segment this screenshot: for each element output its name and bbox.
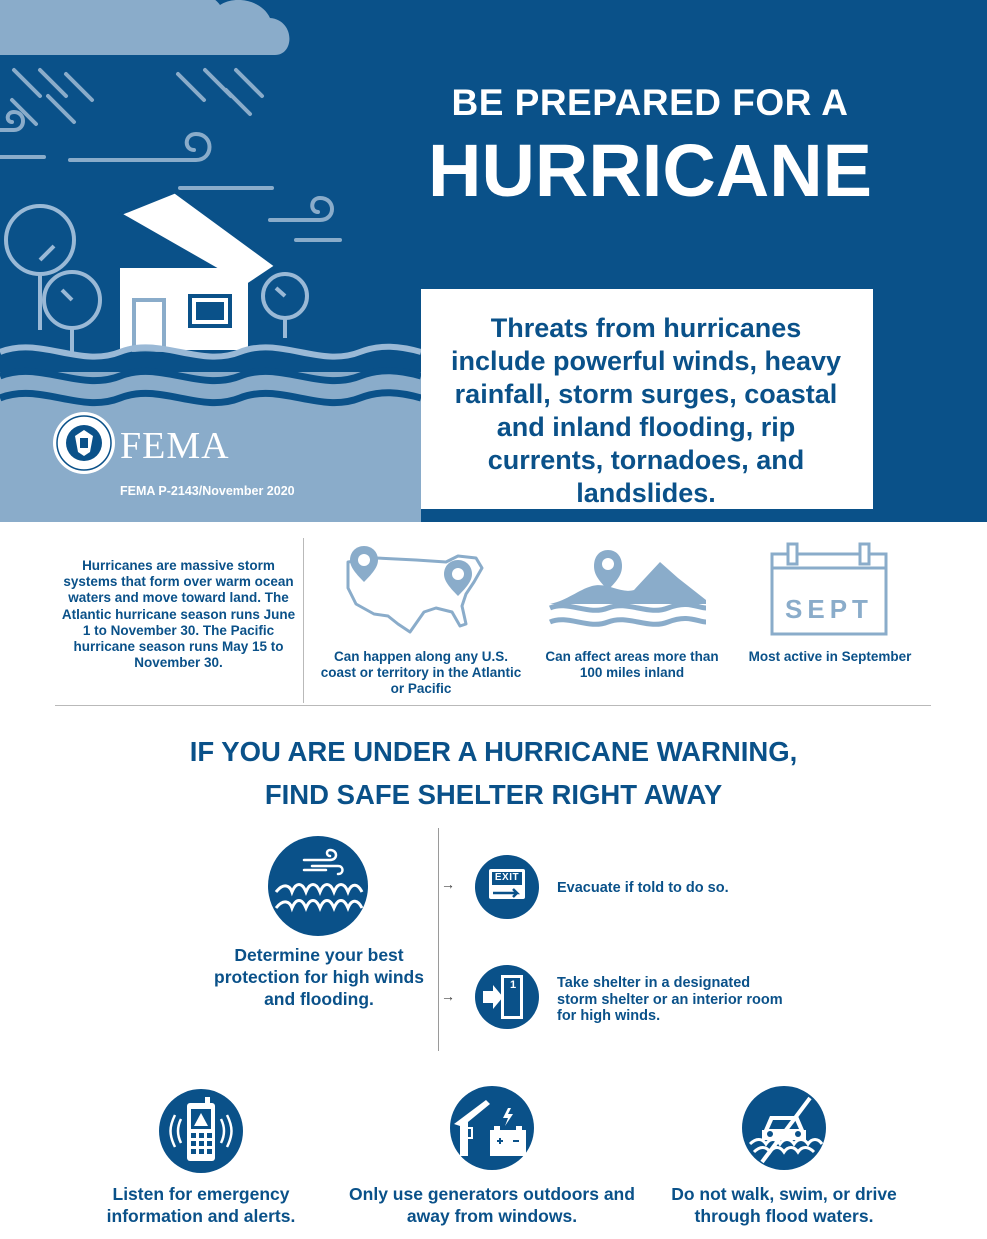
- threats-text: Threats from hurricanes include powerful winds, heavy rainfall, storm surges, coastal and inland flooding, rip currents, tornadoes, and landslides.: [450, 313, 842, 508]
- fact-inland: Can affect areas more than 100 miles inland: [545, 649, 719, 681]
- fema-wordmark: FEMA: [120, 425, 230, 467]
- divider: [55, 705, 931, 706]
- page-title: HURRICANE: [428, 129, 872, 212]
- door-number-label: 1: [509, 979, 517, 991]
- title-prefix: BE PREPARED FOR A: [451, 82, 849, 123]
- cloud-icon: [0, 0, 289, 55]
- determine-protection-text: Determine your best protection for high winds and flooding.: [214, 945, 424, 1009]
- arrow-icon: →: [441, 876, 455, 892]
- wind-flood-icon: [268, 836, 368, 936]
- phone-alert-icon: [159, 1089, 243, 1173]
- season-description: Hurricanes are massive storm systems that form over warm ocean waters and move toward land. The Atlantic hurricane season runs June 1 to November 30. The Pacific hurricane season runs May 15 to November 30.: [61, 558, 296, 671]
- divider: [438, 828, 439, 1051]
- step-take-shelter: Take shelter in a designated storm shelter or an interior room for high winds.: [557, 975, 783, 1024]
- fact-september: Most active in September: [748, 649, 912, 664]
- us-map-pin-icon: [336, 540, 496, 640]
- tip-flood-waters: Do not walk, swim, or drive through flood waters.: [671, 1184, 897, 1226]
- step-evacuate: Evacuate if told to do so.: [557, 880, 729, 896]
- warning-heading: [90, 730, 897, 816]
- divider: [303, 538, 304, 703]
- exit-sign-icon: [475, 855, 539, 919]
- publication-number: FEMA P-2143/November 2020: [120, 484, 295, 498]
- shelter-door-icon: [475, 965, 539, 1029]
- no-flood-driving-circle: [742, 1086, 826, 1170]
- inland-mountain-pin-icon: [548, 542, 708, 632]
- warning-line-1: IF YOU ARE UNDER A HURRICANE WARNING,: [189, 736, 798, 767]
- calendar-label: SEPT: [785, 594, 873, 624]
- warning-line-2: FIND SAFE SHELTER RIGHT AWAY: [264, 779, 723, 810]
- no-flood-driving-icon: [742, 1086, 826, 1170]
- rain-icon: [12, 70, 262, 124]
- generator-circle: [450, 1086, 534, 1170]
- tip-listen-alerts: Listen for emergency information and alerts.: [106, 1184, 296, 1226]
- fact-coast: Can happen along any U.S. coast or territory in the Atlantic or Pacific: [320, 649, 522, 697]
- generator-icon: [450, 1086, 534, 1170]
- map-pin-left: [350, 546, 378, 582]
- dhs-seal-icon: [53, 412, 115, 474]
- house-icon: [120, 192, 276, 350]
- exit-sign-label: EXIT: [494, 872, 520, 883]
- wind-flood-circle: [268, 836, 368, 936]
- shelter-door-circle: [475, 965, 539, 1029]
- tip-generators: Only use generators outdoors and away from windows.: [349, 1184, 635, 1226]
- phone-alert-circle: [159, 1089, 243, 1173]
- arrow-icon: →: [441, 988, 455, 1004]
- exit-sign-circle: [475, 855, 539, 919]
